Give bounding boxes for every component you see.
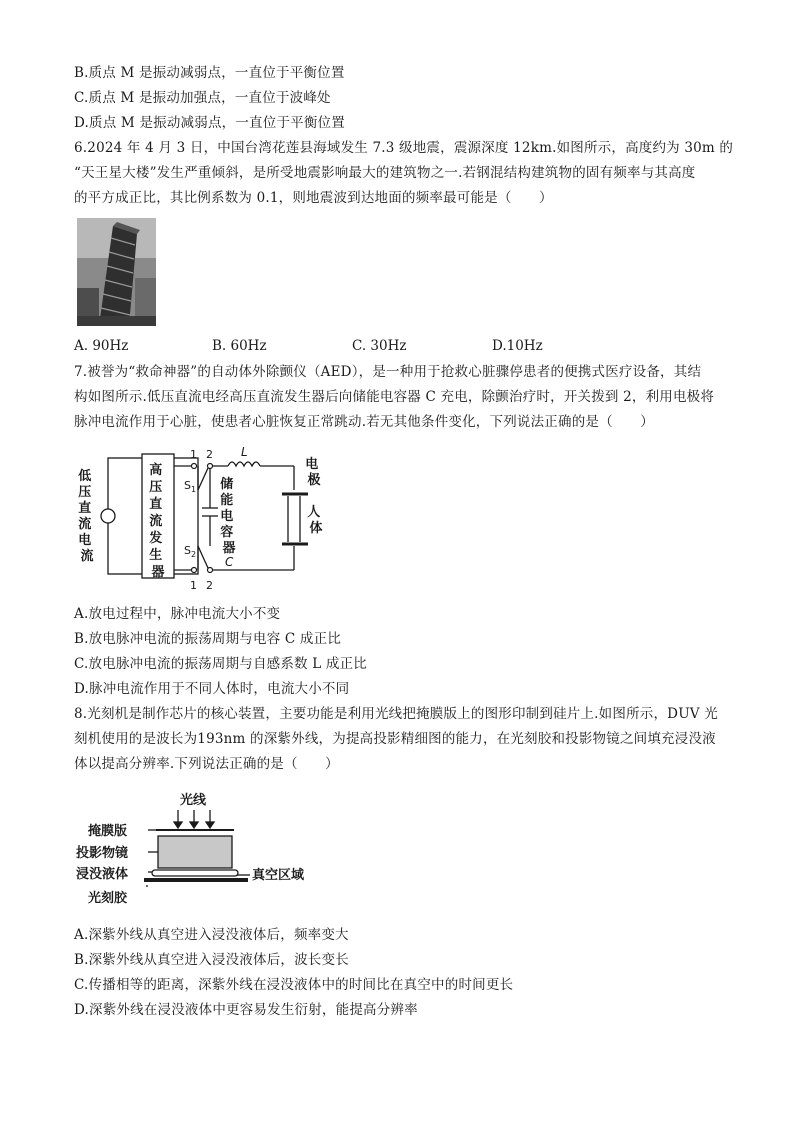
- capacitor-char-4: 容: [220, 525, 234, 540]
- text-line-q8-a: A.深紫外线从真空进入浸没液体后，频率变大: [74, 927, 349, 943]
- circuit-generator-char-2: 压: [149, 480, 163, 495]
- text-line-q5-c: C.质点 M 是振动加强点，一直位于波峰处: [74, 90, 331, 106]
- switch-s1-subscript: 1: [190, 485, 197, 494]
- capacitor-char-2: 能: [220, 493, 234, 508]
- q6-option-d: D.10Hz: [492, 338, 543, 354]
- svg-text:高 压 直 流 发: [148, 462, 167, 580]
- text-line-q8-stem-2: 刻机使用的是波长为193nm 的深紫外线，为提高投影精细图的能力，在光刻胶和投影物镜之间填充浸没液: [74, 731, 716, 747]
- electrode-char-2: 极: [307, 473, 321, 488]
- text-line-q8-stem-3: 体以提高分辨率.下列说法正确的是（ ）: [74, 756, 339, 772]
- svg-text:S1: [184, 479, 196, 494]
- svg-text:储 能 电 容 器: [220, 476, 238, 556]
- text-line-q7-stem-2: 构如图所示.低压直流电经高压直流发生器后向储能电容器 C 充电，除颤治疗时，开关拨到 2，利用电极将: [74, 389, 715, 405]
- circuit-generator-char-7: 器: [151, 565, 165, 580]
- circuit-source-char-3: 直: [78, 501, 92, 516]
- terminal-bottom-1: 1: [190, 579, 197, 592]
- litho-lens-label: 投影物镜: [76, 846, 129, 861]
- litho-vacuum-label: 真空区域: [252, 868, 305, 883]
- circuit-source-char-4: 流: [78, 517, 92, 532]
- capacitor-char-1: 储: [220, 477, 234, 492]
- inductor-symbol: L: [241, 446, 248, 459]
- circuit-source-char-5: 电: [78, 533, 92, 548]
- terminal-top-2: 2: [206, 448, 213, 461]
- text-line-q7-b: B.放电脉冲电流的振荡周期与电容 C 成正比: [74, 631, 342, 647]
- text-line-q8-c: C.传播相等的距离，深紫外线在浸没液体中的时间比在真空中的时间更长: [74, 977, 514, 993]
- text-line-q7-a: A.放电过程中，脉冲电流大小不变: [74, 606, 281, 622]
- q6-option-c: C. 30Hz: [352, 338, 407, 354]
- text-line-q8-stem-1: 8.光刻机是制作芯片的核心装置，主要功能是利用光线把掩膜版上的图形印制到硅片上.如图所示，DUV 光: [74, 706, 718, 722]
- text-line-q6-stem-3: 的平方成正比，其比例系数为 0.1，则地震波到达地面的频率最可能是（ ）: [74, 190, 553, 206]
- q6-option-a: A. 90Hz: [74, 338, 129, 354]
- tilted-building-photo: [77, 218, 156, 326]
- text-line-q7-stem-1: 7.被誉为“救命神器”的自动体外除颤仪（AED），是一种用于抢救心脏骤停患者的便携式医疗设备，其结: [74, 364, 702, 380]
- capacitor-char-3: 电: [220, 509, 234, 524]
- svg-text:人 体: [307, 505, 325, 536]
- text-line-q8-d: D.深紫外线在浸没液体中更容易发生衍射，能提高分辨率: [74, 1002, 418, 1018]
- svg-text:低 压 直 流 电: [78, 468, 96, 564]
- q6-option-b: B. 60Hz: [212, 338, 267, 354]
- q6-options: [74, 338, 634, 356]
- circuit-source-char-6: 流: [80, 549, 94, 564]
- electrode-char-1: 电: [305, 457, 319, 472]
- body-char-2: 体: [309, 521, 323, 536]
- text-line-q7-c: C.放电脉冲电流的振荡周期与自感系数 L 成正比: [74, 656, 367, 672]
- circuit-generator-char-5: 发: [149, 531, 163, 546]
- building-image: [77, 218, 156, 326]
- text-line-q6-stem-1: 6.2024 年 4 月 3 日，中国台湾花莲县海域发生 7.3 级地震，震源深度 12km.如图所示，高度约为 30m 的: [74, 140, 734, 156]
- text-line-q5-b: B.质点 M 是振动减弱点，一直位于平衡位置: [74, 65, 345, 81]
- circuit-generator-char-6: 生: [149, 548, 163, 563]
- circuit-generator-char-1: 高: [149, 463, 163, 478]
- switch-s1-label: S: [184, 479, 191, 492]
- litho-light-label: 光线: [180, 793, 207, 808]
- switch-s2-label: S: [184, 544, 191, 557]
- text-line-q7-d: D.脉冲电流作用于不同人体时，电流大小不同: [74, 681, 350, 697]
- capacitor-char-5: 器: [222, 541, 236, 556]
- switch-s2-subscript: 2: [190, 550, 197, 559]
- litho-resist-label: 光刻胶: [88, 891, 128, 906]
- circuit-generator-char-3: 直: [149, 497, 163, 512]
- text-line-q6-stem-2: “天王星大楼”发生严重倾斜，是所受地震影响最大的建筑物之一.若钢混结构建筑物的固有频率与其高度: [74, 165, 696, 181]
- litho-liquid-label: 浸没液体: [76, 867, 129, 882]
- circuit-source-char-1: 低: [78, 469, 92, 484]
- terminal-top-1: 1: [190, 448, 197, 461]
- text-line-q8-b: B.深紫外线从真空进入浸没液体后，波长变长: [74, 952, 349, 968]
- circuit-generator-char-4: 流: [149, 514, 163, 529]
- capacitor-symbol: C: [225, 555, 234, 569]
- body-char-1: 人: [307, 505, 321, 520]
- terminal-bottom-2: 2: [206, 579, 213, 592]
- litho-mask-label: 掩膜版: [88, 824, 128, 839]
- circuit-source-char-2: 压: [78, 485, 92, 500]
- svg-text:S2: [184, 544, 196, 559]
- lithography-diagram: [76, 790, 326, 912]
- text-line-q5-d: D.质点 M 是振动减弱点，一直位于平衡位置: [74, 115, 345, 131]
- svg-text:电 极: [305, 456, 323, 488]
- aed-circuit-diagram: [76, 446, 338, 596]
- text-line-q7-stem-3: 脉冲电流作用于心脏，使患者心脏恢复正常跳动.若无其他条件变化，下列说法正确的是（ ）: [74, 414, 654, 430]
